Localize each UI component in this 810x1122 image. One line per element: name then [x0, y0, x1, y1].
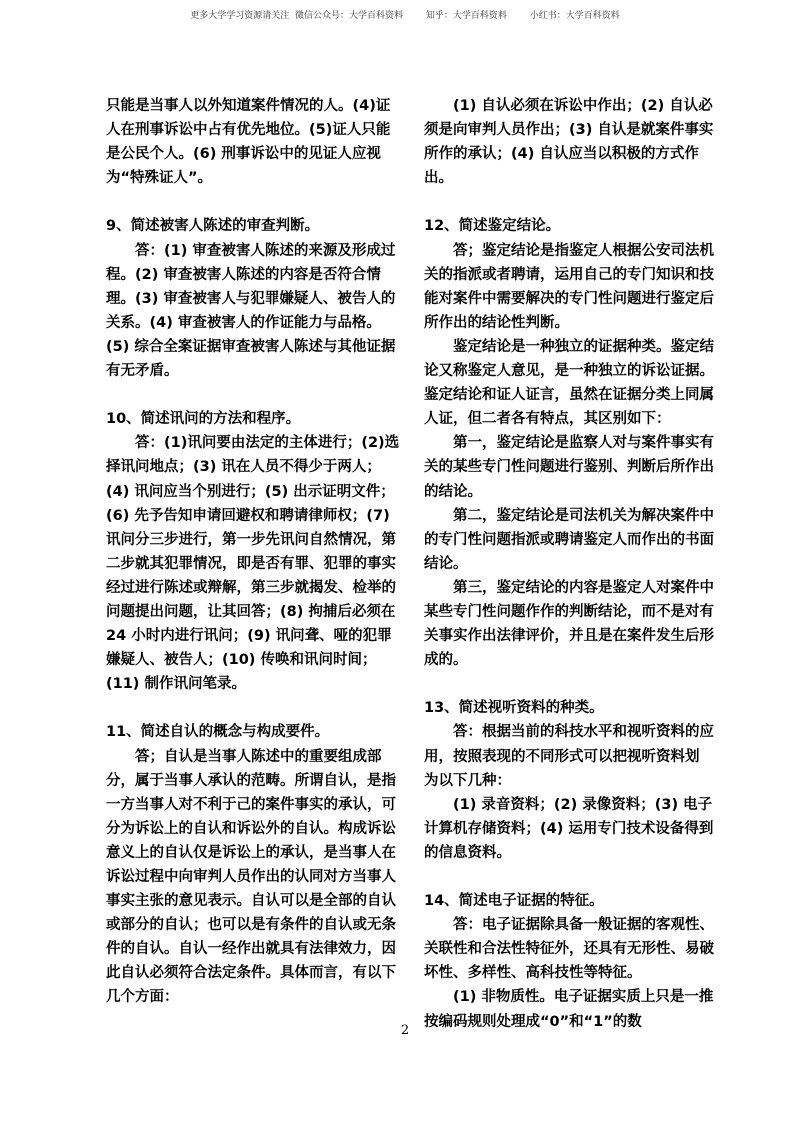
- question-heading: 10、简述讯问的方法和程序。: [106, 411, 301, 428]
- page-number: 2: [400, 1023, 410, 1038]
- right-column: [424, 94, 714, 1034]
- question-heading: 11、简述自认的概念与构成要件。: [106, 724, 330, 741]
- paragraph: (1) 自认必须在诉讼中作出；(2) 自认必须是向审判人员作出；(3) 自认是就案件事实所作的承认；(4) 自认应当以积极的方式作出。: [424, 98, 714, 187]
- paragraph: 鉴定结论是一种独立的证据种类。鉴定结论又称鉴定人意见，是一种独立的诉讼证据。鉴定结论和证人证言，虽然在证据分类上同属人证，但二者各有特点，其区别如下：: [424, 338, 714, 428]
- paragraph: (1) 录音资料；(2) 录像资料；(3) 电子计算机存储资料；(4) 运用专门技术设备得到的信息资料。: [424, 796, 714, 861]
- answer-paragraph: 答：(1) 审查被害人陈述的来源及形成过程。(2) 审查被害人陈述的内容是否符合情理。(3) 审查被害人与犯罪嫌疑人、被告人的关系。(4) 审查被害人的作证能力与品格。(5) 综合全案证据审查被害人陈述与其他证据有无矛盾。: [106, 242, 396, 380]
- paragraph: 第二，鉴定结论是司法机关为解决案件中的专门性问题指派或聘请鉴定人而作出的书面结论。: [424, 507, 714, 572]
- left-column: [106, 94, 404, 1010]
- answer-paragraph: 答：(1)讯问要由法定的主体进行；(2)选择讯问地点；(3) 讯在人员不得少于两人；(4) 讯问应当个别进行；(5) 出示证明文件；(6) 先予告知申请回避权和聘请律师权；(7) 讯问分三步进行，第一步先讯问自然情况，第二步就其犯罪情况，即是否有罪、犯罪的事实经过进行陈述或辩解，第三步就揭发、检举的问题提出问题，让其回答；(8) 拘捕后必须在 24 小时内进行讯问；(9) 讯问聋、哑的犯罪嫌疑人、被告人；(10) 传唤和讯问时间；(11) 制作讯问笔录。: [106, 435, 400, 693]
- answer-paragraph: 答；鉴定结论是指鉴定人根据公安司法机关的指派或者聘请，运用自己的专门知识和技能对案件中需要解决的专门性问题进行鉴定后所作出的结论性判断。: [424, 242, 714, 331]
- paragraph: 第三，鉴定结论的内容是鉴定人对案件中某些专门性问题作作的判断结论，而不是对有关事实作出法律评价，并且是在案件发生后形成的。: [424, 579, 714, 669]
- paragraph: 只能是当事人以外知道案件情况的人。(4)证人在刑事诉讼中占有优先地位。(5)证人只能是公民个人。(6) 刑事诉讼中的见证人应视为“特殊证人”。: [106, 98, 391, 187]
- paragraph: 第一，鉴定结论是监察人对与案件事实有关的某些专门性问题进行鉴别、判断后所作出的结论。: [424, 435, 714, 500]
- page-header: 更多大学学习资源请关注 微信公众号：大学百科资料 知乎：大学百科资料 小红书：大学百科资料: [190, 11, 620, 21]
- answer-paragraph: 答；自认是当事人陈述中的重要组成部分，属于当事人承认的范畴。所谓自认，是指一方当事人对不利于己的案件事实的承认，可分为诉讼上的自认和诉讼外的自认。构成诉讼意义上的自认仅是诉讼上的承认，是当事人在诉讼过程中向审判人员作出的认同对方当事人事实主张的意见表示。自认可以是全部的自认或部分的自认；也可以是有条件的自认或无条件的自认。自认一经作出就具有法律效力，因此自认必须符合法定条件。具体而言，有以下几个方面：: [106, 748, 396, 1006]
- question-heading: 12、简述鉴定结论。: [424, 218, 561, 235]
- question-heading: 13、简述视听资料的种类。: [424, 700, 604, 717]
- paragraph: (1) 非物质性。电子证据实质上只是一推按编码规则处理成“0”和“1”的数: [424, 989, 714, 1030]
- question-heading: 14、简述电子证据的特征。: [424, 893, 604, 910]
- answer-paragraph: 答：根据当前的科技水平和视听资料的应用，按照表现的不同形式可以把视听资料划 为以下几种：: [424, 724, 714, 789]
- answer-paragraph: 答：电子证据除具备一般证据的客观性、关联性和合法性特征外，还具有无形性、易破坏性、多样性、高科技性等特征。: [424, 917, 714, 982]
- question-heading: 9、简述被害人陈述的审查判断。: [106, 218, 320, 235]
